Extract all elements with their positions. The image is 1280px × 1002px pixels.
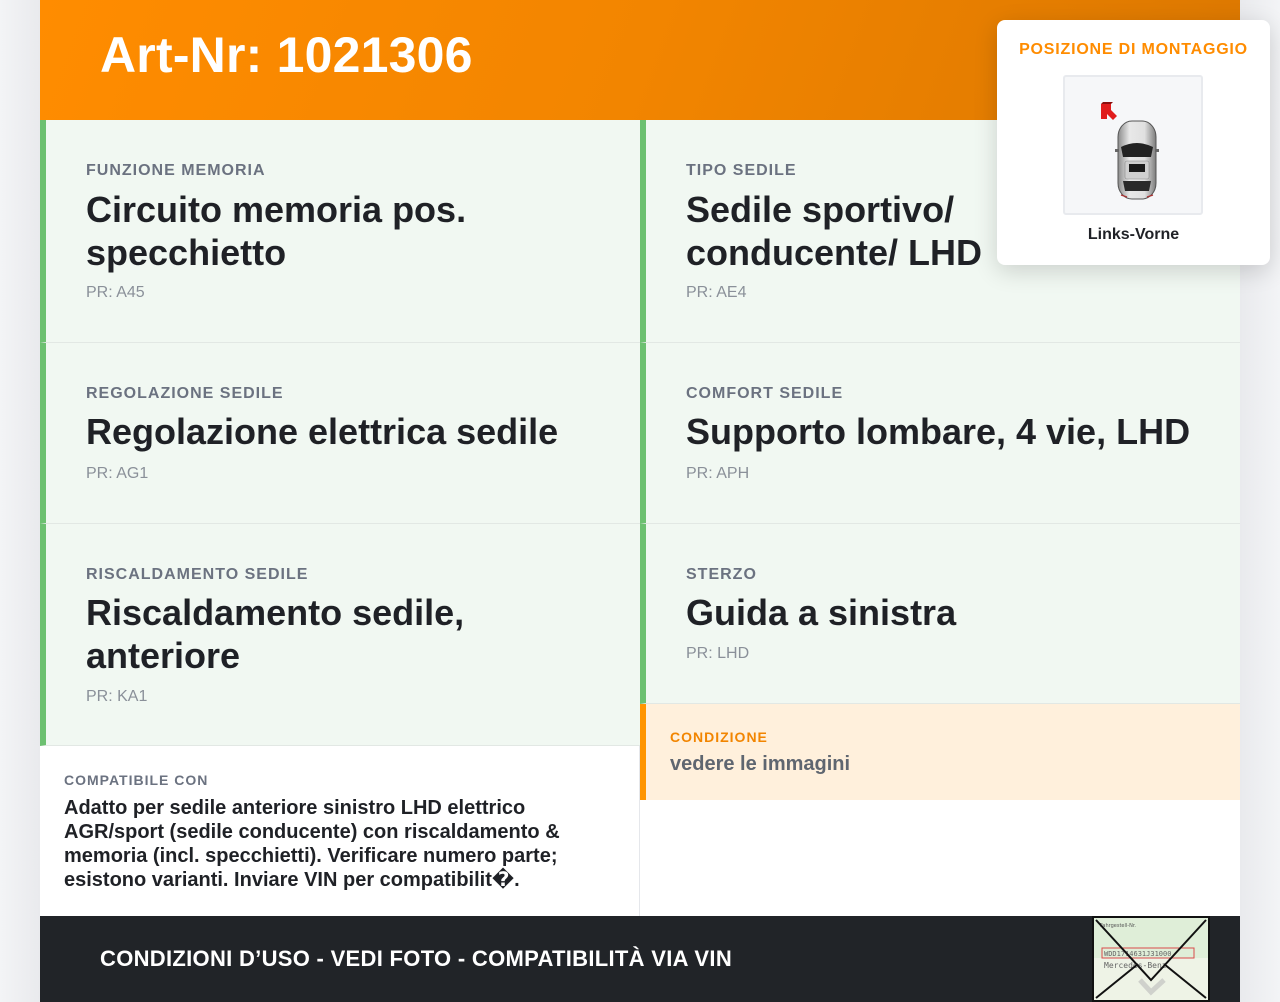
product-sheet (40, 0, 1248, 1002)
feature-label: COMFORT SEDILE (686, 385, 844, 402)
condition-text: vedere le immagini (670, 753, 851, 775)
mounting-position-value: Links-Vorne (1087, 226, 1180, 243)
feature-pr-code: PR: LHD (686, 645, 750, 662)
feature-card-seat-comfort (640, 343, 1240, 524)
feature-pr-code: PR: A45 (86, 284, 145, 301)
feature-card-seat-adjustment (40, 343, 640, 524)
feature-label: REGOLAZIONE SEDILE (86, 385, 284, 402)
feature-value: Sedile sportivo/ conducente/ LHD (686, 189, 983, 273)
condition-box (640, 704, 1240, 800)
feature-label: RISCALDAMENTO SEDILE (86, 566, 309, 583)
mounting-position-title: POSIZIONE DI MONTAGGIO (1019, 41, 1248, 58)
feature-value: Guida a sinistra (686, 592, 957, 633)
feature-value: Regolazione elettrica sedile (86, 411, 559, 452)
car-top-view-with-arrow-icon (1063, 75, 1203, 215)
article-number-title: Art-Nr: 1021306 (100, 27, 473, 83)
svg-text:Mercedes-Benz: Mercedes-Benz (1104, 961, 1167, 970)
mounting-position-card (997, 20, 1270, 265)
feature-label: FUNZIONE MEMORIA (86, 162, 266, 179)
feature-value: Circuito memoria pos. specchietto (86, 189, 467, 273)
feature-value: Supporto lombare, 4 vie, LHD (686, 411, 1191, 452)
feature-label: STERZO (686, 566, 757, 583)
feature-pr-code: PR: KA1 (86, 688, 148, 705)
feature-value: Riscaldamento sedile, anteriore (86, 592, 465, 676)
compatibility-label: COMPATIBILE CON (64, 772, 209, 788)
feature-pr-code: PR: AG1 (86, 465, 149, 482)
compatibility-box (40, 746, 640, 916)
envelope-vin-document-icon[interactable] (1092, 916, 1210, 1002)
feature-card-seat-heating (40, 524, 640, 746)
feature-card-steering (640, 524, 1240, 704)
feature-pr-code: PR: AE4 (686, 284, 747, 301)
feature-pr-code: PR: APH (686, 465, 750, 482)
footer-banner (40, 916, 1240, 1002)
arrow-icon (1101, 102, 1117, 120)
envelope-icon (1094, 918, 1208, 1000)
condition-label: CONDIZIONE (670, 729, 768, 745)
compatibility-text: Adatto per sedile anteriore sinistro LHD elettrico AGR/sport (sedile conducente) con riscaldamento & memoria (incl. specchietti). Verificare numero parte; esistono varianti. Inviare VIN per compatibilit�. (64, 797, 560, 891)
feature-label: TIPO SEDILE (686, 162, 797, 179)
svg-text:Fahrgestell-Nr.: Fahrgestell-Nr. (1100, 923, 1137, 929)
feature-card-memory (40, 120, 640, 343)
svg-text:WDD1714631J31000: WDD1714631J31000 (1104, 950, 1172, 958)
footer-text: CONDIZIONI D’USO - VEDI FOTO - COMPATIBILITÀ VIA VIN (100, 946, 733, 971)
